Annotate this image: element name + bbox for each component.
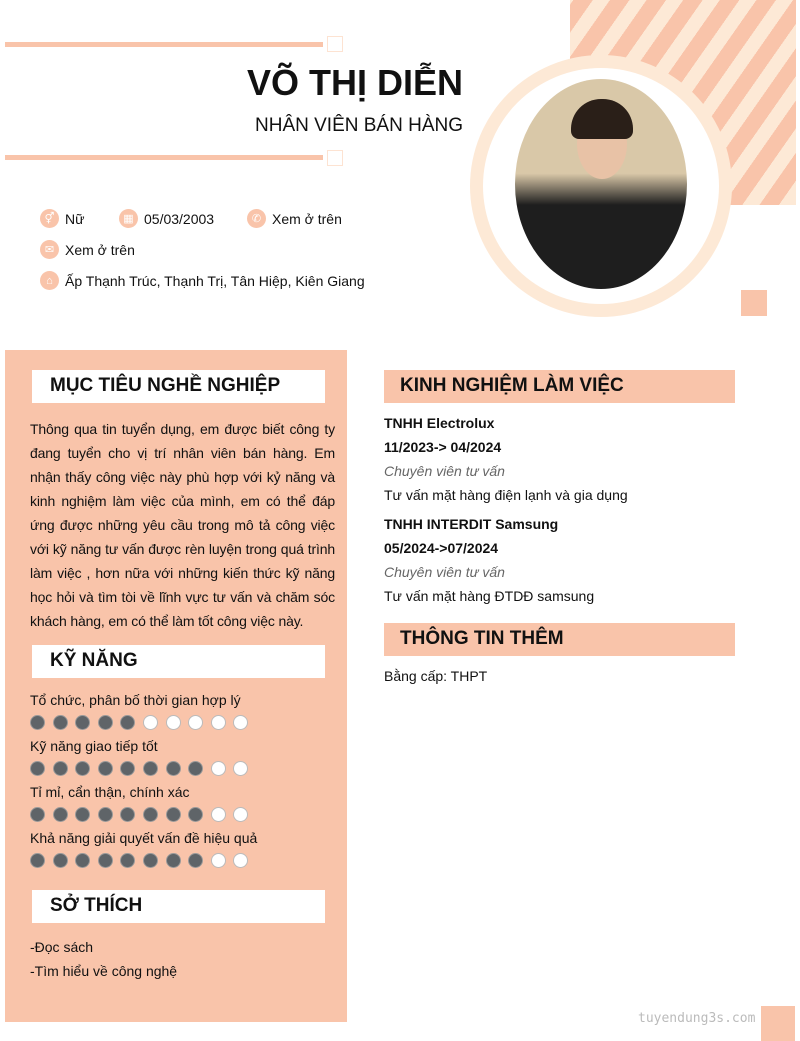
skill-name: Tỉ mỉ, cẩn thận, chính xác <box>30 784 190 800</box>
email-icon: ✉ <box>40 240 59 259</box>
skill-rating <box>30 715 325 730</box>
rating-dot <box>30 807 45 822</box>
skill-item <box>30 738 325 776</box>
gender-icon: ⚥ <box>40 209 59 228</box>
period: 05/2024->07/2024 <box>384 540 499 556</box>
rating-dot <box>53 715 68 730</box>
period: 11/2023-> 04/2024 <box>384 439 502 455</box>
rating-dot <box>188 761 203 776</box>
hobbies-heading: SỞ THÍCH <box>32 890 325 923</box>
rating-dot <box>233 853 248 868</box>
rating-dot <box>75 853 90 868</box>
objective-heading: MỤC TIÊU NGHỀ NGHIỆP <box>32 370 325 403</box>
description: Tư vấn mặt hàng ĐTDĐ samsung <box>384 588 595 604</box>
rating-dot <box>120 761 135 776</box>
company: TNHH Electrolux <box>384 415 495 431</box>
rating-dot <box>53 853 68 868</box>
home-icon: ⌂ <box>40 271 59 290</box>
profile-photo <box>515 79 687 289</box>
phone-info <box>247 209 342 228</box>
calendar-icon: ▦ <box>119 209 138 228</box>
skill-item <box>30 830 325 868</box>
divider-end <box>327 150 343 166</box>
rating-dot <box>143 807 158 822</box>
rating-dot <box>53 761 68 776</box>
rating-dot <box>143 761 158 776</box>
decorative-square <box>741 290 767 316</box>
rating-dot <box>30 853 45 868</box>
divider-bottom <box>5 155 323 160</box>
rating-dot <box>188 715 203 730</box>
rating-dot <box>98 807 113 822</box>
rating-dot <box>166 761 181 776</box>
decorative-corner <box>761 1006 795 1041</box>
rating-dot <box>143 853 158 868</box>
rating-dot <box>98 761 113 776</box>
hobbies-list <box>30 935 325 983</box>
skill-rating <box>30 761 325 776</box>
dob-value: 05/03/2003 <box>144 210 215 227</box>
left-panel <box>5 350 347 1022</box>
rating-dot <box>120 715 135 730</box>
hobby-item: -Tìm hiểu về công nghệ <box>30 963 178 979</box>
extra-info-heading: THÔNG TIN THÊM <box>384 623 735 656</box>
candidate-name: VÕ THỊ DIỄN <box>246 62 463 103</box>
job-title: NHÂN VIÊN BÁN HÀNG <box>255 115 463 136</box>
experience-heading: KINH NGHIỆM LÀM VIỆC <box>384 370 735 403</box>
rating-dot <box>143 715 158 730</box>
position: Chuyên viên tư vấn <box>384 463 505 479</box>
skills-heading: KỸ NĂNG <box>32 645 325 678</box>
rating-dot <box>233 715 248 730</box>
phone-icon: ✆ <box>247 209 266 228</box>
divider-end <box>327 36 343 52</box>
hobby-item: -Đọc sách <box>30 939 94 955</box>
rating-dot <box>233 761 248 776</box>
rating-dot <box>75 761 90 776</box>
rating-dot <box>233 807 248 822</box>
extra-info-text: Bằng cấp: THPT <box>384 668 488 684</box>
company: TNHH INTERDIT Samsung <box>384 516 559 532</box>
rating-dot <box>211 853 226 868</box>
skill-name: Khả năng giải quyết vấn đề hiệu quả <box>30 830 258 846</box>
gender-info <box>40 209 84 228</box>
skill-rating <box>30 807 325 822</box>
watermark: tuyendung3s.com <box>638 1011 756 1026</box>
rating-dot <box>75 715 90 730</box>
gender-value: Nữ <box>65 210 85 227</box>
rating-dot <box>211 807 226 822</box>
rating-dot <box>211 715 226 730</box>
skill-name: Tổ chức, phân bố thời gian hợp lý <box>30 692 241 708</box>
position: Chuyên viên tư vấn <box>384 564 505 580</box>
rating-dot <box>188 853 203 868</box>
divider-top <box>5 42 323 47</box>
dob-info <box>119 209 214 228</box>
address-info <box>40 271 365 290</box>
rating-dot <box>120 807 135 822</box>
phone-value: Xem ở trên <box>272 210 342 227</box>
rating-dot <box>166 853 181 868</box>
rating-dot <box>75 807 90 822</box>
address-value: Ấp Thạnh Trúc, Thạnh Trị, Tân Hiệp, Kiên Giang <box>65 272 365 289</box>
description: Tư vấn mặt hàng điện lạnh và gia dụng <box>384 487 628 503</box>
rating-dot <box>30 715 45 730</box>
objective-text: Thông qua tin tuyển dụng, em được biết công ty đang tuyển cho vị trí nhân viên bán hàng. Em nhận thấy công việc này phù hợp với kỷ năng và kinh nghiệm làm việc của mình, em có thể đáp ứng được những yêu cầu trong mô tả công việc với kỹ năng tư vấn được rèn luyện trong quá trình làm việc , hơn nữa với những kiến thức kỹ năng học hỏi và tìm tòi về lĩnh vực tư vấn và chăm sóc khách hàng, em có thể làm tốt công việc này. <box>30 421 335 629</box>
skills-list <box>30 692 325 868</box>
rating-dot <box>98 715 113 730</box>
skill-item <box>30 692 325 730</box>
skill-rating <box>30 853 325 868</box>
rating-dot <box>30 761 45 776</box>
skill-item <box>30 784 325 822</box>
rating-dot <box>188 807 203 822</box>
rating-dot <box>166 807 181 822</box>
skill-name: Kỹ năng giao tiếp tốt <box>30 738 158 754</box>
rating-dot <box>166 715 181 730</box>
rating-dot <box>120 853 135 868</box>
rating-dot <box>211 761 226 776</box>
rating-dot <box>53 807 68 822</box>
rating-dot <box>98 853 113 868</box>
email-value: Xem ở trên <box>65 241 135 258</box>
email-info <box>40 240 135 259</box>
